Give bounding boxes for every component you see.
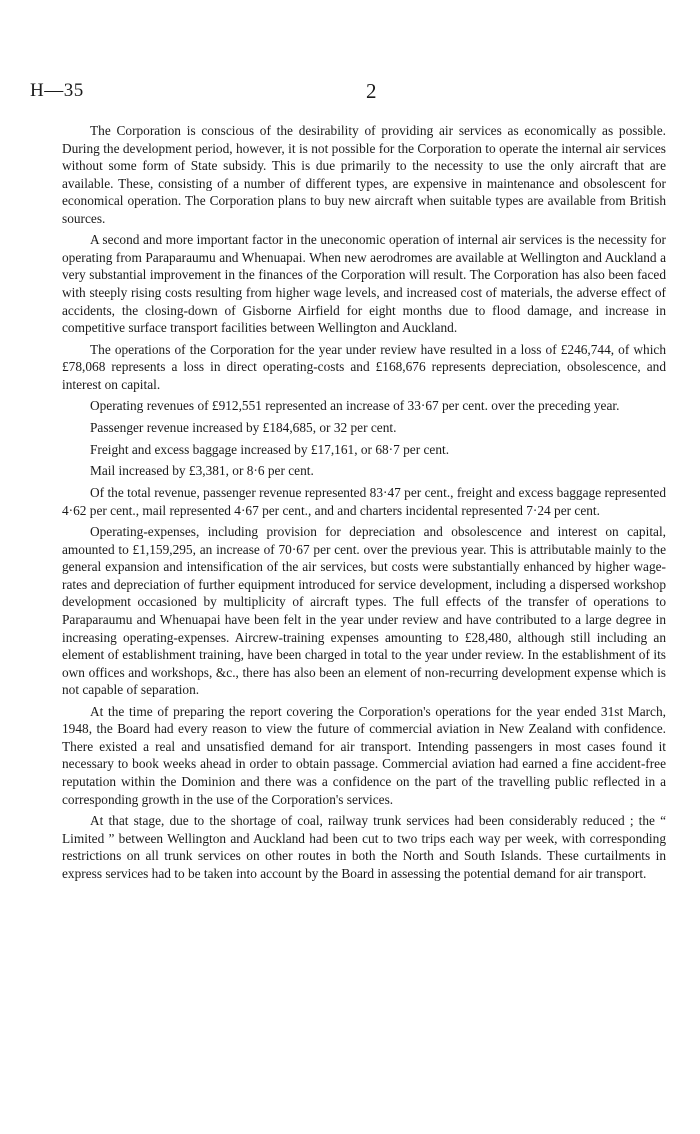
paragraph-subsidy: The Corporation is conscious of the desirability of providing air services as economically as possible. During the development period, however, it is not possible for the Corporation to operate the internal air services without some form of State subsidy. This is due primarily to the necessity to use the only aircraft that are available. These, consisting of a number of different types, are expensive in maintenance and obsolescent for economical operation. The Corporation plans to buy new aircraft when suitable types are available from British sources. bbox=[62, 123, 666, 226]
paragraph-mail-revenue: Mail increased by £3,381, or 8·6 per cent. bbox=[90, 463, 314, 479]
paragraph-revenue-shares: Of the total revenue, passenger revenue represented 83·47 per cent., freight and excess baggage represented 4·62 per cent., mail represented 4·67 per cent., and and charters incidental represented 7·24 per cent. bbox=[62, 485, 666, 518]
paragraph-operating-expenses: Operating-expenses, including provision for depreciation and obsolescence and interest on capital, amounted to £1,159,295, an increase of 70·67 per cent. over the previous year. This is attributable mainly to the general expansion and intensification of the air services, but costs were substantially enhanced by higher wage-rates and depreciation of further equipment introduced for service development, including a dispersed workshop development occasioned by multiplicity of aircraft types. The full effects of the transfer of operations to Paraparaumu and Whenuapai have been felt in the year under review and have contributed to a large degree in increasing operating-expenses. Aircrew-training expenses amounting to £28,480, although still including an element of establishment training, have been charged in total to the year under review. In the establishment of its own offices and workshops, &c., there has also been an element of non-recurring development expense which is not capable of separation. bbox=[62, 524, 666, 698]
paragraph-operating-revenues: Operating revenues of £912,551 represented an increase of 33·67 per cent. over the preceding year. bbox=[90, 398, 620, 414]
body-text bbox=[62, 122, 666, 886]
paragraph-loss: The operations of the Corporation for the year under review have resulted in a loss of £246,744, of which £78,068 represents a loss in direct operating-costs and £168,676 represents depreciation, obsolescence, and interest on capital. bbox=[62, 341, 666, 392]
paragraph-freight-revenue: Freight and excess baggage increased by £17,161, or 68·7 per cent. bbox=[90, 441, 450, 457]
page-number: 2 bbox=[366, 79, 377, 103]
paragraph-passenger-revenue: Passenger revenue increased by £184,685, or 32 per cent. bbox=[90, 420, 397, 436]
document-reference: H—35 bbox=[30, 80, 84, 101]
page-header bbox=[30, 80, 670, 104]
paragraph-future-outlook: At the time of preparing the report covering the Corporation's operations for the year ended 31st March, 1948, the Board had every reason to view the future of commercial aviation in New Zealand with confidence. There existed a real and unsatisfied demand for air transport. Intending passengers in most cases found it necessary to book weeks ahead in order to obtain passage. Commercial aviation had earned a fine accident-free reputation within the Dominion and there was a confidence on the part of the travelling public reflected in a corresponding growth in the use of the Corporation's services. bbox=[62, 703, 666, 807]
paragraph-aerodromes: A second and more important factor in the uneconomic operation of internal air services is the necessity for operating from Paraparaumu and Whenuapai. When new aerodromes are available at Wellington and Auckland a very substantial improvement in the finances of the Corporation will result. The Corporation has also been faced with steeply rising costs resulting from higher wage levels, and increased cost of materials, the adverse effect of accidents, the closing-down of Gisborne Airfield for eight months due to flood damage, and increase in competitive surface transport facilities between Wellington and Auckland. bbox=[62, 232, 666, 336]
paragraph-rail-services: At that stage, due to the shortage of coal, railway trunk services had been considerably reduced ; the “ Limited ” between Wellington and Auckland had been cut to two trips each way per week, with corresponding restrictions on all trunk services on other routes in both the North and South Islands. These curtailments in express services had to be taken into account by the Board in assessing the potential demand for air transport. bbox=[62, 813, 666, 881]
